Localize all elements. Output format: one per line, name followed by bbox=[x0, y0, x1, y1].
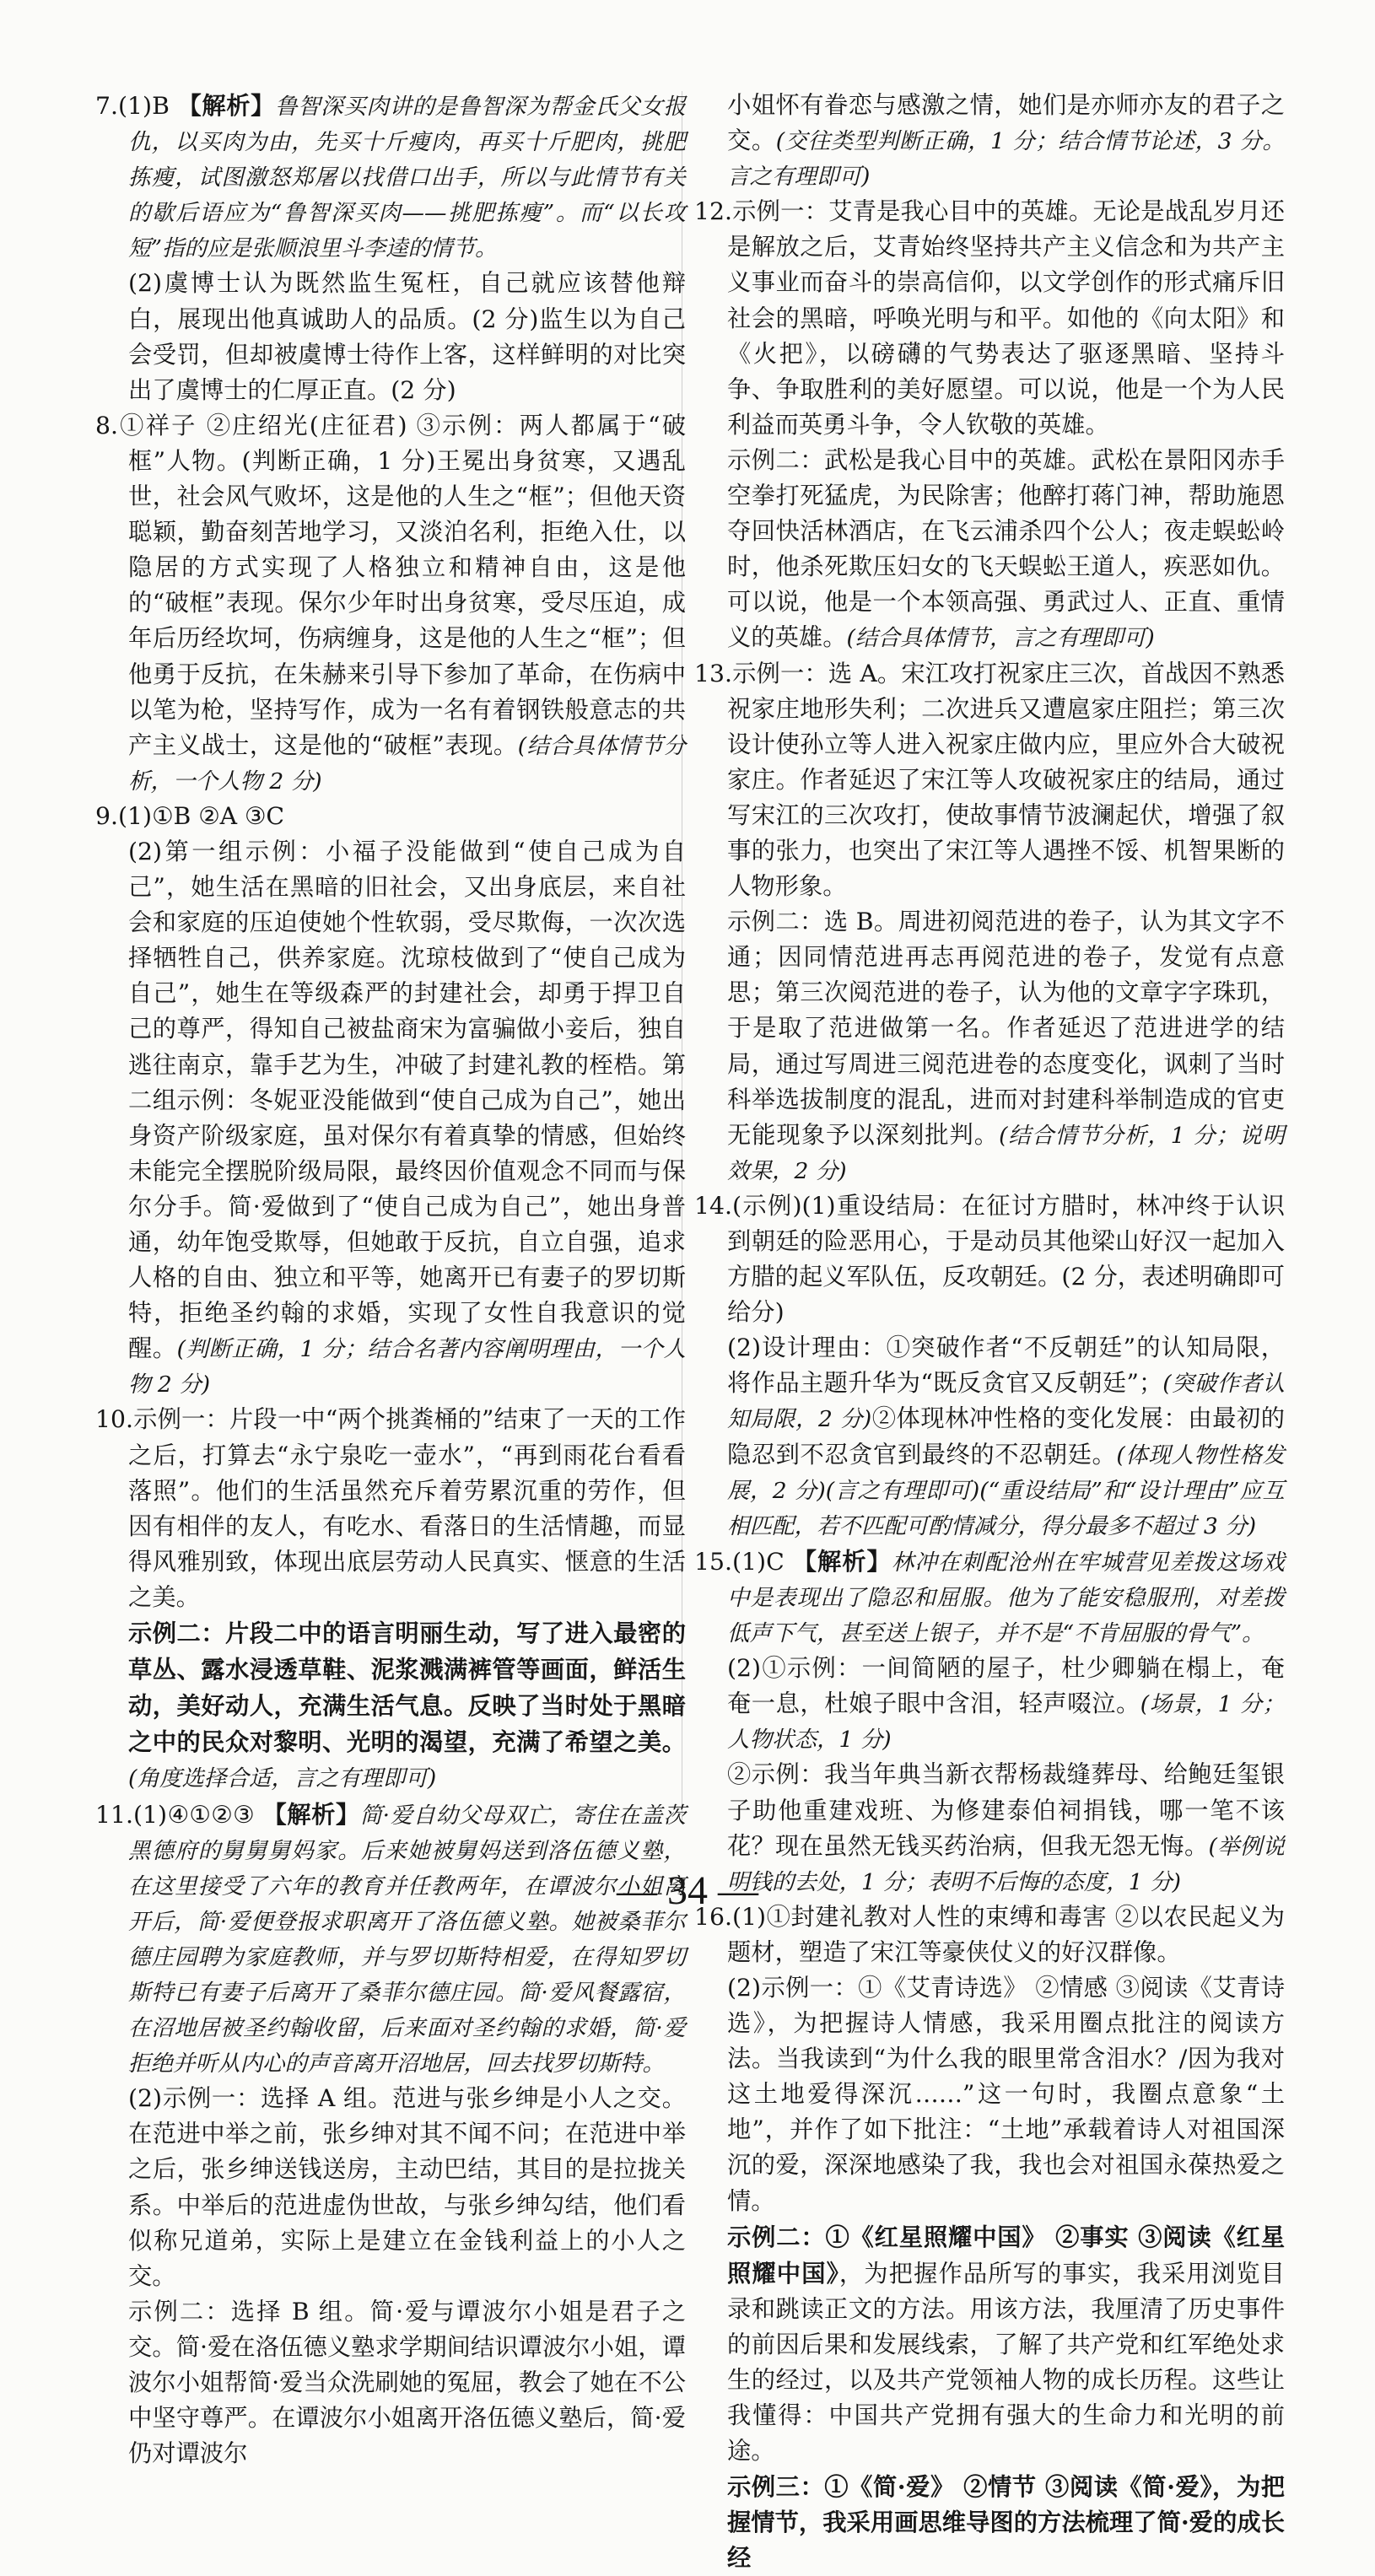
page-number: — 34 — bbox=[617, 1868, 758, 1913]
answer-9-part-1: 9.(1)①B ②A ③C bbox=[95, 801, 285, 830]
right-column bbox=[694, 88, 1285, 2576]
answer-7-part-1: 7.(1)B 【解析】鲁智深买肉讲的是鲁智深为帮金氏父女报仇，以买肉为由，先买十斤瘦肉，再买十斤肥肉，挑肥拣瘦，试图激怒郑屠以找借口出手，所以与此情节有关的歇后语应为“鲁智深买肉——挑肥拣瘦”。而“以长攻短”指的应是张顺浪里斗李逵的情节。 bbox=[95, 91, 687, 262]
scoring-note: (交往类型判断正确，1 分；结合情节论述，3 分。言之有理即可) bbox=[727, 128, 1285, 191]
answer-16-part-1: 16.(1)①封建礼教对人性的束缚和毒害 ②以农民起义为题材，塑造了宋江等豪侠仗义的好汉群像。 bbox=[694, 1902, 1285, 1966]
answer-11-example-2: 示例二：选择 B 组。简·爱与谭波尔小姐是君子之交。简·爱在洛伍德义塾求学期间结识谭波尔小姐，谭波尔小姐帮简·爱当众洗刷她的冤屈，教会了她在不公中坚守尊严。在谭波尔小姐离开洛伍德义塾后，简·爱仍对谭波尔 bbox=[128, 2297, 686, 2468]
answer-9-part-2: (2)第一组示例：小福子没能做到“使自己成为自己”，她生活在黑暗的旧社会，又出身底层，来自社会和家庭的压迫使她个性软弱，受尽欺侮，一次次选择牺牲自己，供养家庭。沈琼枝做到了“使自己成为自己”，她生在等级森严的封建社会，却勇于捍卫自己的尊严，得知自己被盐商宋为富骗做小妾后，独自逃往南京，靠手艺为生，冲破了封建礼教的桎梏。第二组示例：冬妮亚没能做到“使自己成为自己”，她出身资产阶级家庭，虽对保尔有着真挚的情感，但始终未能完全摆脱阶级局限，最终因价值观念不同而与保尔分手。简·爱做到了“使自己成为自己”，她出身普通，幼年饱受欺辱，但她敢于反抗，自立自强，追求人格的自由、独立和平等，她离开已有妻子的罗切斯特，拒绝圣约翰的求婚，实现了女性自我意识的觉醒。(判断正确，1 分；结合名著内容阐明理由，一个人物 2 分) bbox=[128, 837, 686, 1398]
answer-15-part-1: 15.(1)C 【解析】林冲在刺配沧州在牢城营见差拨这场戏中是表现出了隐忍和屈服。他为了能安稳服刑，对差拨低声下气，甚至送上银子，并不是“不肯屈服的骨气”。 bbox=[694, 1546, 1285, 1647]
scoring-note: (举例说明钱的去处，1 分；表明不后悔的态度，1 分) bbox=[727, 1833, 1285, 1895]
analysis-tag: 【解析】 bbox=[262, 1799, 360, 1829]
answer-15-part-2: (2)①示例：一间简陋的屋子，杜少卿躺在榻上，奄奄一息，杜娘子眼中含泪，轻声啜泣。(场景，1 分；人物状态，1 分) bbox=[727, 1654, 1285, 1754]
answer-14-part-1: 14.(示例)(1)重设结局：在征讨方腊时，林冲终于认识到朝廷的险恶用心，于是动员其他梁山好汉一起加入方腊的起义军队伍，反攻朝廷。(2 分，表述明确即可给分) bbox=[694, 1191, 1285, 1327]
scoring-note: (结合情节分析，1 分；说明效果，2 分) bbox=[727, 1122, 1285, 1184]
answer-11-continued: 小姐怀有眷恋与感激之情，她们是亦师亦友的君子之交。(交往类型判断正确，1 分；结合情节论述，3 分。言之有理即可) bbox=[727, 91, 1285, 191]
answer-16-example-2: 示例二：①《红星照耀中国》 ②事实 ③阅读《红星照耀中国》，为把握作品所写的事实，我采用浏览目录和跳读正文的方法。用该方法，我厘清了历史事件的前因后果和发展线索，了解了共产党和红军绝处求生的经过，以及共产党领袖人物的成长历程。这些让我懂得：中国共产党拥有强大的生命力和光明的前途。 bbox=[727, 2222, 1285, 2466]
scoring-note: (判断正确，1 分；结合名著内容阐明理由，一个人物 2 分) bbox=[128, 1336, 686, 1398]
answer-15-part-2b: ②示例：我当年典当新衣帮杨裁缝葬母、给鲍廷玺银子助他重建戏班、为修建泰伯祠捐钱，哪一笔不该花？现在虽然无钱买药治病，但我无怨无悔。(举例说明钱的去处，1 分；表明不后悔的态度，1 分) bbox=[727, 1760, 1285, 1895]
answer-11-part-1: 11.(1)④①②③ 【解析】简·爱自幼父母双亡，寄住在盖茨黑德府的舅舅舅妈家。后来她被舅妈送到洛伍德义塾，在这里接受了六年的教育并任教两年，在谭波尔小姐离开后，简·爱便登报求职离开了洛伍德义塾。她被桑菲尔德庄园聘为家庭教师，并与罗切斯特相爱，在得知罗切斯特已有妻子后离开了桑菲尔德庄园。简·爱风餐露宿，在沼地居被圣约翰收留，后来面对圣约翰的求婚，简·爱拒绝并听从内心的声音离开沼地居，回去找罗切斯特。 bbox=[95, 1799, 686, 2078]
analysis-text: 林冲在刺配沧州在牢城营见差拨这场戏中是表现出了隐忍和屈服。他为了能安稳服刑，对差拨低声下气，甚至送上银子，并不是“不肯屈服的骨气”。 bbox=[727, 1549, 1285, 1647]
answer-11-example-1: (2)示例一：选择 A 组。范进与张乡绅是小人之交。在范进中举之前，张乡绅对其不闻不问；在范进中举之后，张乡绅送钱送房，主动巴结，其目的是拉拢关系。中举后的范进虚伪世故，与张乡绅勾结，他们看似称兄道弟，实际上是建立在金钱利益上的小人之交。 bbox=[128, 2084, 686, 2290]
left-column bbox=[95, 88, 686, 2471]
scoring-note: (场景，1 分；人物状态，1 分) bbox=[727, 1691, 1285, 1754]
analysis-text: 鲁智深买肉讲的是鲁智深为帮金氏父女报仇，以买肉为由，先买十斤瘦肉，再买十斤肥肉，挑肥拣瘦，试图激怒郑屠以找借口出手，所以与此情节有关的歇后语应为“鲁智深买肉——挑肥拣瘦”。而“以长攻短”指的应是张顺浪里斗李逵的情节。 bbox=[128, 94, 687, 262]
answer-12-example-1: 12.示例一：艾青是我心目中的英雄。无论是战乱岁月还是解放之后，艾青始终坚持共产主义信念和为共产主义事业而奋斗的崇高信仰，以文学创作的形式痛斥旧社会的黑暗，呼唤光明与和平。如他的《向太阳》和《火把》，以磅礴的气势表达了驱逐黑暗、坚持斗争、争取胜利的美好愿望。可以说，他是一个为人民利益而英勇斗争，令人钦敬的英雄。 bbox=[694, 197, 1285, 439]
answer-8: 8.①祥子 ②庄绍光(庄征君) ③示例：两人都属于“破框”人物。(判断正确，1 分)王冕出身贫寒，又遇乱世，社会风气败坏，这是他的人生之“框”；但他天资聪颖，勤奋刻苦地学习，又淡泊名利，拒绝入仕，以隐居的方式实现了人格独立和精神自由，这是他的“破框”表现。保尔少年时出身贫寒，受尽压迫，成年后历经坎坷，伤病缠身，这是他的人生之“框”；但他勇于反抗，在朱赫来引导下参加了革命，在伤病中以笔为枪，坚持写作，成为一名有着钢铁般意志的共产主义战士，这是他的“破框”表现。(结合具体情节分析，一个人物 2 分) bbox=[95, 411, 687, 795]
scoring-note: (结合具体情节分析，一个人物 2 分) bbox=[128, 732, 687, 795]
analysis-text: 简·爱自幼父母双亡，寄住在盖茨黑德府的舅舅舅妈家。后来她被舅妈送到洛伍德义塾，在这里接受了六年的教育并任教两年，在谭波尔小姐离开后，简·爱便登报求职离开了洛伍德义塾。她被桑菲尔德庄园聘为家庭教师，并与罗切斯特相爱，在得知罗切斯特已有妻子后离开了桑菲尔德庄园。简·爱风餐露宿，在沼地居被圣约翰收留，后来面对圣约翰的求婚，简·爱拒绝并听从内心的声音离开沼地居，回去找罗切斯特。 bbox=[128, 1802, 686, 2078]
answer-12-example-2: 示例二：武松是我心目中的英雄。武松在景阳冈赤手空拳打死猛虎，为民除害；他醉打蒋门神，帮助施恩夺回快活林酒店，在飞云浦杀四个公人；夜走蜈蚣岭时，他杀死欺压妇女的飞天蜈蚣王道人，疾恶如仇。可以说，他是一个本领高强、勇武过人、正直、重情义的英雄。(结合具体情节，言之有理即可) bbox=[727, 445, 1285, 652]
scoring-note: (言之有理即可)(“重设结局”和“设计理由”应互相匹配，若不匹配可酌情减分，得分最多不超过 3 分) bbox=[727, 1477, 1285, 1539]
answer-13-example-2: 示例二：选 B。周进初阅范进的卷子，认为其文字不通；因同情范进再志再阅范进的卷子，发觉有点意思；第三次阅范进的卷子，认为他的文章字字珠玑，于是取了范进做第一名。作者延迟了范进进学的结局，通过写周进三阅范进卷的态度变化，讽刺了当时科举选拔制度的混乱，进而对封建科举制造成的官吏无能现象予以深刻批判。(结合情节分析，1 分；说明效果，2 分) bbox=[727, 908, 1285, 1184]
answer-10-example-2: 示例二：片段二中的语言明丽生动，写了进入最密的草丛、露水浸透草鞋、泥浆溅满裤管等画面，鲜活生动，美好动人，充满生活气息。反映了当时处于黑暗之中的民众对黎明、光明的渴望，充满了希望之美。(角度选择合适，言之有理即可) bbox=[128, 1619, 686, 1792]
scoring-note: (结合具体情节，言之有理即可) bbox=[846, 625, 1155, 652]
scoring-note: (角度选择合适，言之有理即可) bbox=[128, 1765, 437, 1792]
analysis-tag: 【解析】 bbox=[792, 1546, 892, 1576]
answer-10-example-1: 10.示例一：片段一中“两个挑粪桶的”结束了一天的工作之后，打算去“永宁泉吃一壶水”，“再到雨花台看看落照”。他们的生活虽然充斥着劳累沉重的劳作，但因有相伴的友人，有吃水、看落日的生活情趣，而显得风雅别致，体现出底层劳动人民真实、惬意的生活之美。 bbox=[95, 1405, 686, 1611]
answer-7-part-2: (2)虞博士认为既然监生冤枉，自己就应该替他辩白，展现出他真诚助人的品质。(2 分)监生以为自己会受罚，但却被虞博士待作上客，这样鲜明的对比突出了虞博士的仁厚正直。(2 分) bbox=[128, 269, 686, 404]
answer-14-part-2: (2)设计理由：①突破作者“不反朝廷”的认知局限，将作品主题升华为“既反贪官又反朝廷”；(突破作者认知局限，2 分)②体现林冲性格的变化发展：由最初的隐忍到不忍贪官到最终的不忍朝廷。(体现人物性格发展，2 分)(言之有理即可)(“重设结局”和“设计理由”应互相匹配，若不匹配可酌情减分，得分最多不超过 3 分) bbox=[727, 1334, 1285, 1539]
answer-16-example-3: 示例三：①《简·爱》 ②情节 ③阅读《简·爱》，为把握情节，我采用画思维导图的方法梳理了简·爱的成长经 bbox=[727, 2472, 1285, 2573]
analysis-tag: 【解析】 bbox=[177, 91, 276, 120]
answer-13-example-1: 13.示例一：选 A。宋江攻打祝家庄三次，首战因不熟悉祝家庄地形失利；二次进兵又遭扈家庄阻拦；第三次设计使孙立等人进入祝家庄做内应，里应外合大破祝家庄。作者延迟了宋江等人攻破祝家庄的结局，通过写宋江的三次攻打，使故事情节波澜起伏，增强了叙事的张力，也突出了宋江等人遇挫不馁、机智果断的人物形象。 bbox=[694, 659, 1285, 901]
answer-16-example-1: (2)示例一：①《艾青诗选》 ②情感 ③阅读《艾青诗选》，为把握诗人情感，我采用圈点批注的阅读方法。当我读到“为什么我的眼里常含泪水？/因为我对这土地爱得深沉……”这一句时，我圈点意象“土地”，并作了如下批注：“土地”承载着诗人对祖国深沉的爱，深深地感染了我，我也会对祖国永葆热爱之情。 bbox=[727, 1973, 1285, 2215]
